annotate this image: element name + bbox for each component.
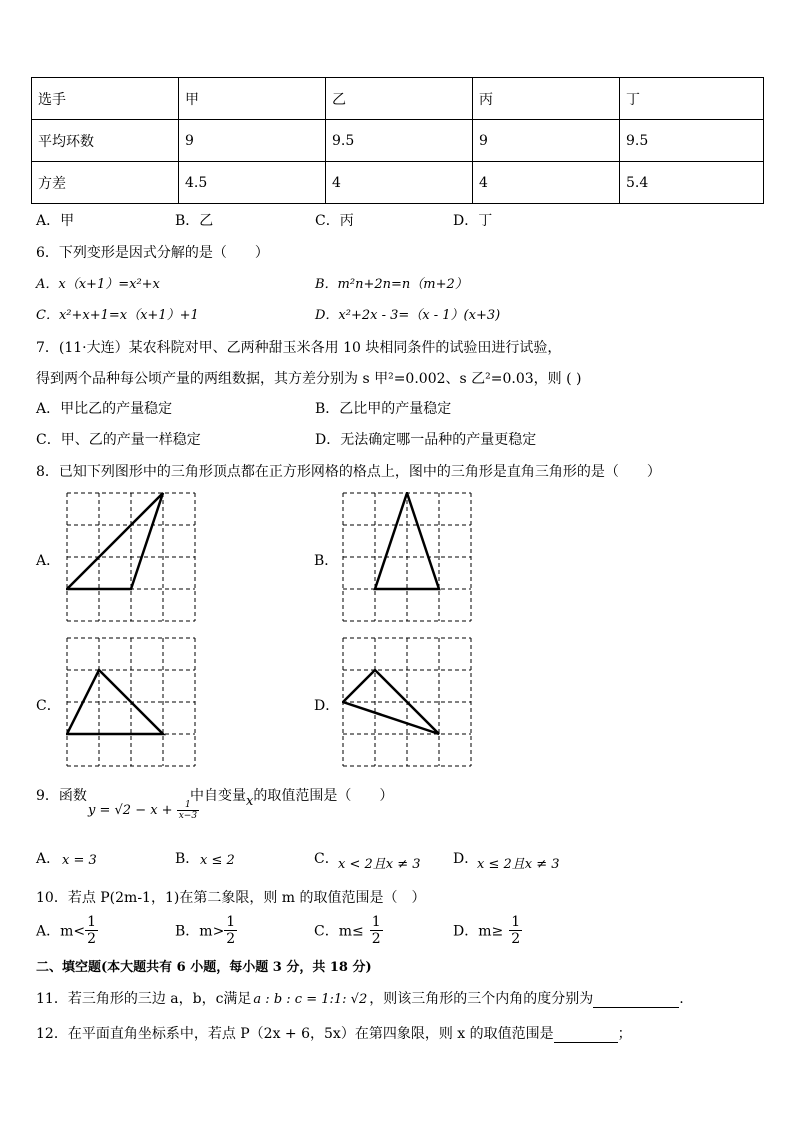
q8-label-c: C． — [36, 698, 61, 714]
table-cell: 9 — [473, 120, 620, 162]
q6-option-b: B．m²n+2n=n（m+2） — [315, 277, 468, 292]
q7-option-c: C．甲、乙的产量一样稳定 — [36, 432, 201, 448]
q11-text: 11．若三角形的三边 a，b，c满足 a : b : c = 1:1: √2 ，则该三角形的三个内角的度分别为 . — [36, 991, 684, 1007]
q9-option-a: x = 3 — [62, 853, 97, 868]
q6-option-c: C．x²+x+1=x（x+1）+1 — [36, 308, 199, 323]
q9-option-b: x ≤ 2 — [200, 853, 235, 868]
q8-figure-c — [66, 637, 196, 767]
q5-option-d: D．丁 — [453, 213, 493, 229]
q8-figure-a — [66, 492, 196, 622]
q8-figure-d — [342, 637, 472, 767]
q12-text: 12．在平面直角坐标系中，若点 P（2x + 6，5x）在第四象限，则 x 的取值范围是 ； — [36, 1026, 632, 1042]
q10-option-d: D．m≥ $\frac{1}{2}$ — [453, 914, 521, 947]
table-cell: 方差 — [32, 162, 179, 204]
table-cell: 4 — [473, 162, 620, 204]
q10-stem: 10．若点 P(2m-1，1)在第二象限，则 m 的取值范围是（ ） — [36, 890, 426, 906]
q9-prefix: 9．函数 — [36, 788, 87, 804]
q9-formula-main: y = √2 − x + — [88, 803, 173, 818]
q6-stem: 6．下列变形是因式分解的是（ ） — [36, 245, 269, 261]
q6-option-d: D．x²+2x - 3=（x - 1）(x+3) — [315, 308, 501, 323]
q8-stem: 8．已知下列图形中的三角形顶点都在正方形网格的格点上，图中的三角形是直角三角形的是（ ） — [36, 464, 661, 480]
table-cell: 乙 — [326, 78, 473, 120]
table-cell: 4.5 — [179, 162, 326, 204]
q8-label-b: B． — [314, 553, 339, 569]
q9-formula — [88, 800, 199, 821]
table-cell: 9.5 — [620, 120, 764, 162]
table-cell: 4 — [326, 162, 473, 204]
q7-option-b: B．乙比甲的产量稳定 — [315, 401, 452, 417]
q10-option-a: A．m< $\frac{1}{2}$ — [36, 914, 97, 947]
q8-label-a: A． — [36, 553, 61, 569]
q9-option-a-label: A． — [36, 851, 61, 867]
q8-label-d: D． — [314, 698, 340, 714]
q5-option-b: B．乙 — [175, 213, 214, 229]
q6-option-a: A．x（x+1）=x²+x — [36, 277, 160, 292]
table-cell: 9 — [179, 120, 326, 162]
q9-option-d: x ≤ 2且x ≠ 3 — [477, 857, 560, 872]
table-row — [32, 78, 764, 120]
q9-option-b-label: B． — [175, 851, 200, 867]
q8-figure-b — [342, 492, 472, 622]
q10-option-b: B．m> $\frac{1}{2}$ — [175, 914, 236, 947]
q7-option-a: A．甲比乙的产量稳定 — [36, 401, 173, 417]
q7-stem-line1: 7．(11·大连）某农科院对甲、乙两种甜玉米各用 10 块相同条件的试验田进行试验， — [36, 340, 562, 356]
table-cell: 9.5 — [326, 120, 473, 162]
q9-suffix: 中自变量x的取值范围是（ ） — [190, 788, 394, 809]
table-row — [32, 120, 764, 162]
q9-option-c-label: C． — [314, 851, 339, 867]
table-cell: 丁 — [620, 78, 764, 120]
table-cell: 5.4 — [620, 162, 764, 204]
q9-formula-fraction: $\frac{1}{x-3}$ — [178, 800, 198, 821]
q7-stem-line2: 得到两个品种每公顷产量的两组数据，其方差分别为 s 甲²=0.002、s 乙²=0.03，则 ( ) — [36, 371, 582, 387]
q5-option-a: A．甲 — [36, 213, 75, 229]
score-table — [31, 77, 764, 204]
q9-option-d-label: D． — [453, 851, 479, 867]
section-title: 二、填空题(本大题共有 6 小题，每小题 3 分，共 18 分) — [36, 960, 372, 975]
q5-option-c: C．丙 — [315, 213, 354, 229]
q9-option-c: x < 2且x ≠ 3 — [338, 857, 421, 872]
table-row — [32, 162, 764, 204]
table-cell: 选手 — [32, 78, 179, 120]
table-cell: 平均环数 — [32, 120, 179, 162]
q7-option-d: D．无法确定哪一品种的产量更稳定 — [315, 432, 537, 448]
q10-option-c: C．m≤ $\frac{1}{2}$ — [314, 914, 381, 947]
table-cell: 丙 — [473, 78, 620, 120]
table-cell: 甲 — [179, 78, 326, 120]
